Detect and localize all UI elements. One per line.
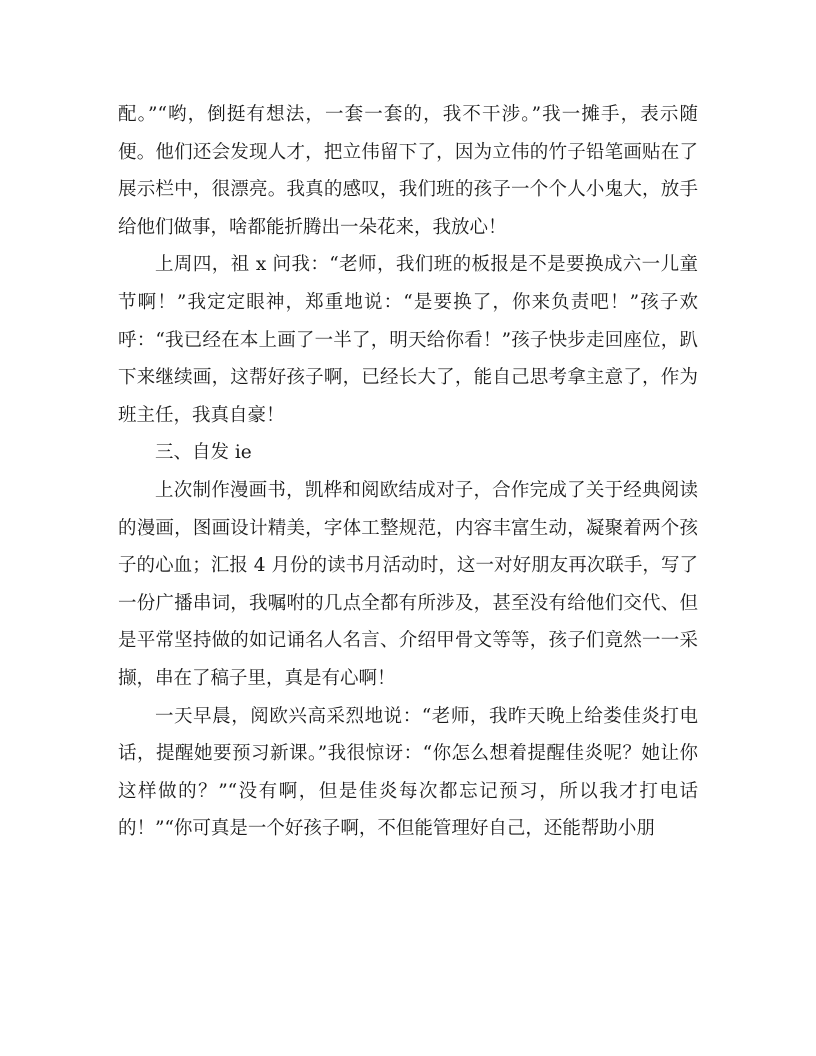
section-heading: 三、自发 ie — [155, 442, 252, 464]
paragraph-blackboard: 上周四，祖 x 问我：“老师，我们班的板报是不是要换成六一儿童节啊！”我定定眼神，郑重地说：“是要换了，你来负责吧！”孩子欢呼：“我已经在本上画了一半了，明天给你看！”孩子快步走回座位，趴下来继续画，这帮好孩子啊，已经长大了，能自己思考拿主意了，作为班主任，我真自豪！ — [118, 254, 698, 426]
paragraph-comic-book: 上次制作漫画书，凯桦和阅欧结成对子，合作完成了关于经典阅读的漫画，图画设计精美，字体工整规范，内容丰富生动，凝聚着两个孩子的心血；汇报 4 月份的读书月活动时，这一对好朋友再次联手，写了一份广播串词，我嘱咐的几点全都有所涉及，甚至没有给他们交代、但是平常坚持做的如记诵名人名言、介绍甲骨文等等，孩子们竟然一一采撷，串在了稿子里，真是有心啊！ — [118, 479, 698, 689]
paragraph-phone-call: 一天早晨，阅欧兴高采烈地说：“老师，我昨天晚上给娄佳炎打电话，提醒她要预习新课。”我很惊讶：“你怎么想着提醒佳炎呢？她让你这样做的？”“没有啊，但是佳炎每次都忘记预习，所以我才打电话的！”“你可真是一个好孩子啊，不但能管理好自己，还能帮助小朋 — [118, 705, 698, 840]
paragraph-continuation: 配。”“哟，倒挺有想法，一套一套的，我不干涉。”我一摊手，表示随便。他们还会发现人才，把立伟留下了，因为立伟的竹子铅笔画贴在了展示栏中，很漂亮。我真的感叹，我们班的孩子一个个人小鬼大，放手给他们做事，啥都能折腾出一朵花来，我放心！ — [118, 104, 698, 238]
document-body — [118, 96, 698, 848]
